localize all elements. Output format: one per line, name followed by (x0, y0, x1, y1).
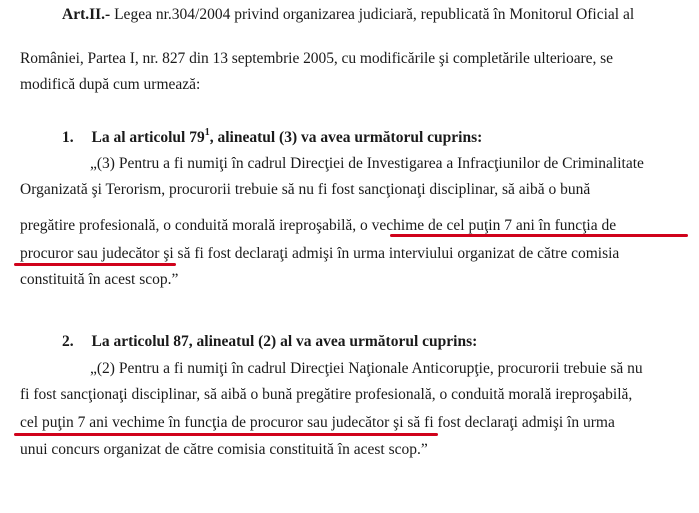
red-underline-1a (390, 234, 688, 237)
item2-line-4: unui concurs organizat de către comisia constituită în acest scop.” (20, 441, 428, 458)
item2-heading (62, 332, 477, 352)
item1-line-3 (20, 216, 616, 236)
art2-line-1-text: Legea nr.304/2004 privind organizarea judiciară, republicată în Monitorul Oficial al (114, 6, 635, 23)
item2-line-3-post: şi să fi fost declaraţi admişi în urma (393, 414, 615, 431)
red-underline-1b (14, 263, 176, 266)
art2-heading: Art.II.- (62, 6, 111, 23)
item1-heading-sup: 1 (204, 126, 210, 138)
item1-line-5: constituită în acest scop.” (20, 271, 179, 288)
item1-highlight-1: o vechime de cel puţin 7 ani în funcţia de (360, 217, 617, 234)
item2-line-3 (20, 413, 615, 433)
item2-line-2: fi fost sancţionaţi disciplinar, să aibă o bună pregătire profesională, o conduită morală ireproşabilă, (20, 386, 633, 403)
item1-line-4 (20, 244, 619, 264)
red-underline-2 (14, 433, 438, 436)
art2-line-2 (20, 49, 694, 69)
art2-line-1 (62, 5, 694, 25)
item1-line-4-post: şi să fi fost declaraţi admişi în urma interviului organizat de către comisia (163, 245, 620, 262)
item1-line-1: „(3) Pentru a fi numiţi în cadrul Direcţiei de Investigarea a Infracţiunilor de Criminalitate (90, 155, 644, 172)
item1-heading-pre: La al articolul 79 (91, 129, 205, 146)
item2-number: 2. (62, 333, 74, 350)
item1-number: 1. (62, 129, 74, 146)
item2-heading-text: La articolul 87, alineatul (2) al va avea următorul cuprins: (91, 333, 478, 350)
item2-highlight: cel puţin 7 ani vechime în funcţia de procuror sau judecător (20, 414, 390, 431)
item1-heading-post: , alineatul (3) va avea următorul cuprins: (209, 129, 483, 146)
item1-heading-text (91, 126, 483, 146)
item1-heading (62, 128, 482, 148)
art2-line-2-text: României, Partea I, nr. 827 din 13 septembrie 2005, cu modificările şi completările ulterioare, se (20, 50, 613, 67)
art2-line-3: modifică după cum urmează: (20, 76, 201, 93)
item2-line-1: „(2) Pentru a fi numiţi în cadrul Direcţiei Naţionale Anticorupţie, procurorii trebuie să nu (90, 360, 643, 377)
item1-line-3-pre: pregătire profesională, o conduită morală ireproşabilă, (20, 217, 357, 234)
item1-line-2: Organizată şi Terorism, procurorii trebuie să nu fi fost sancţionaţi disciplinar, să aibă o bună (20, 181, 591, 198)
item1-highlight-2: procuror sau judecător (20, 245, 160, 262)
